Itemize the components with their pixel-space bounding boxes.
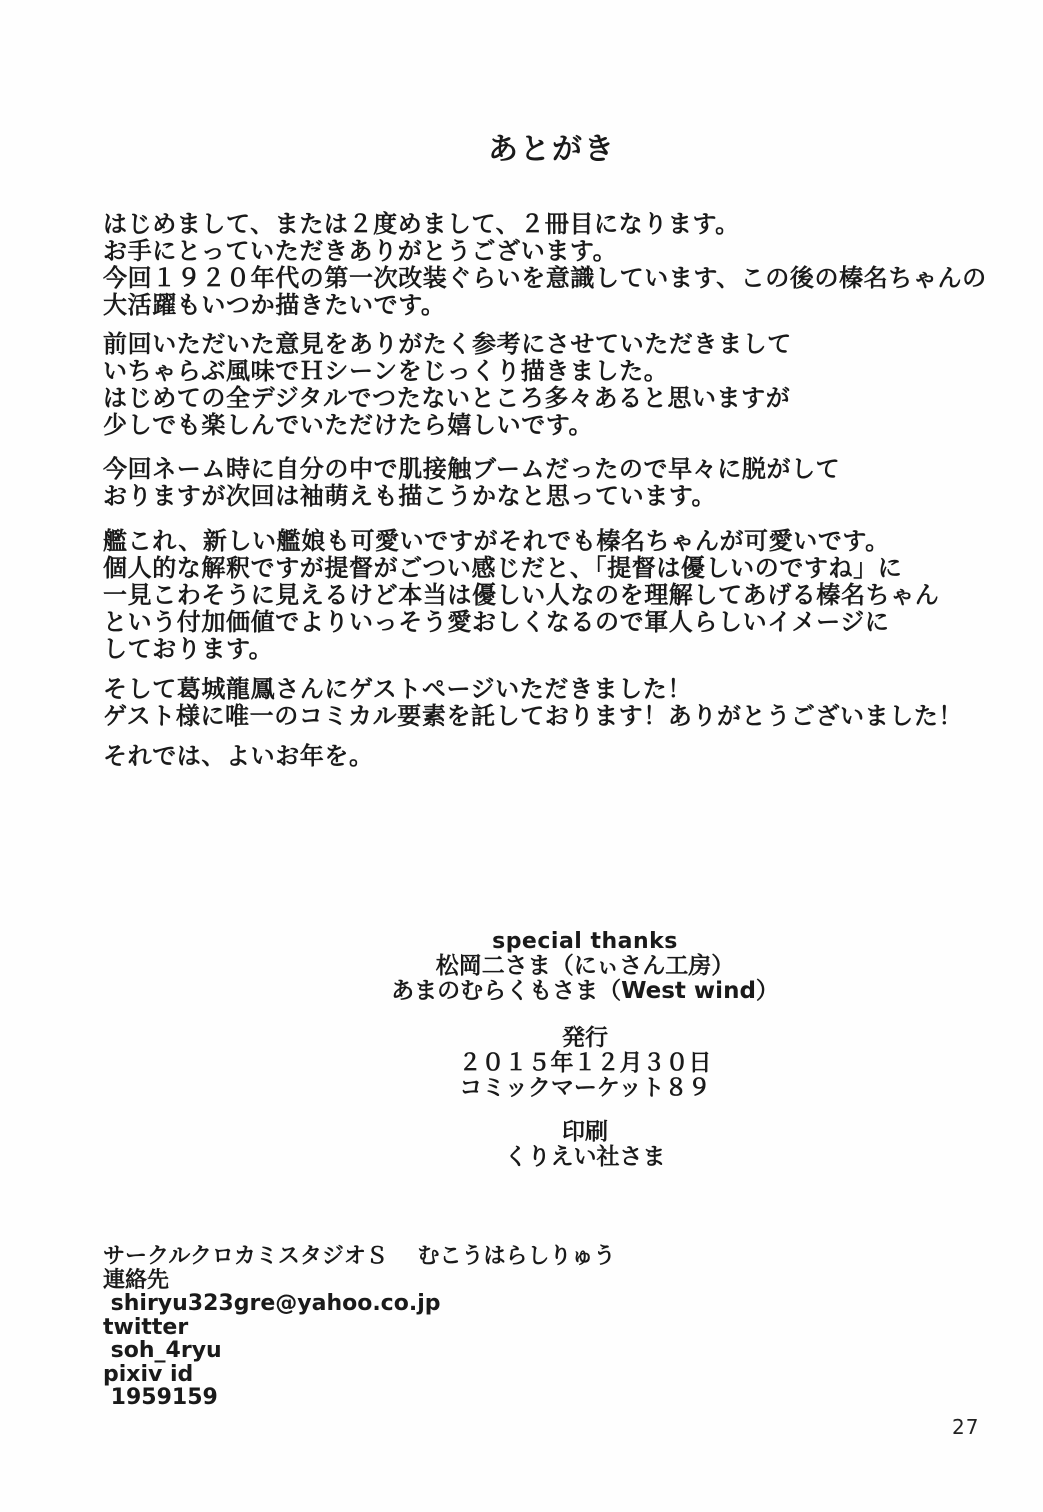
- afterword-paragraph-next-plans: [103, 456, 840, 510]
- text-line: 1959159: [103, 1385, 218, 1410]
- text-line: 松岡二さま（にぃさん工房）: [435, 953, 735, 979]
- text-line: サークルクロカミスタジオＳ むこうはらしりゅう: [103, 1244, 616, 1269]
- text-line: 今回１９２０年代の第一次改装ぐらいを意識しています、この後の榛名ちゃんの: [103, 264, 987, 292]
- text-line: pixiv id: [103, 1361, 194, 1387]
- text-line: はじめての全デジタルでつたないところ多々あると思いますが: [103, 384, 791, 412]
- publication-heading: 発行: [562, 1025, 608, 1051]
- text-line: 艦これ、新しい艦娘も可愛いですがそれでも榛名ちゃんが可愛いです。: [103, 527, 890, 555]
- text-line: ２０１５年１２月３０日: [458, 1050, 712, 1076]
- text-line: はじめまして、または２度めまして、２冊目になります。: [103, 210, 740, 238]
- text-line: 個人的な解釈ですが提督がごつい感じだと、「提督は優しいのですね」に: [103, 554, 903, 582]
- afterword-paragraph-character-notes: [103, 528, 939, 663]
- text-line: twitter: [103, 1314, 189, 1340]
- text-line: あまのむらくもさま（West wind）: [391, 978, 779, 1004]
- text-line: しております。: [103, 635, 274, 663]
- text-line: soh_4ryu: [103, 1338, 222, 1363]
- afterword-paragraph-feedback: [103, 331, 792, 439]
- afterword-paragraph-closing: [103, 743, 374, 770]
- publication-section: [459, 1026, 712, 1101]
- text-line: 一見こわそうに見えるけど本当は優しい人なのを理解してあげる榛名ちゃん: [103, 581, 940, 609]
- text-line: お手にとっていただきありがとうございます。: [103, 237, 618, 265]
- text-line: 今回ネーム時に自分の中で肌接触ブームだったので早々に脱がして: [103, 455, 841, 483]
- text-line: おりますが次回は袖萌えも描こうかなと思っています。: [103, 482, 717, 510]
- contact-section: [103, 1245, 616, 1410]
- page-title: あとがき: [488, 132, 616, 167]
- text-line: 前回いただいた意見をありがたく参考にさせていただきまして: [103, 330, 792, 358]
- text-line: それでは、よいお年を。: [103, 742, 374, 770]
- text-line: いちゃらぶ風味でＨシーンをじっくり描きました。: [103, 357, 669, 385]
- text-line: ゲスト様に唯一のコミカル要素を託しております！ありがとうございました！: [103, 702, 964, 730]
- printing-details: [505, 1145, 666, 1170]
- afterword-paragraph-greeting: [103, 211, 987, 319]
- text-line: 連絡先: [103, 1267, 170, 1293]
- afterword-paragraph-guest-thanks: [103, 676, 963, 730]
- text-line: 少しでも楽しんでいただけたら嬉しいです。: [103, 411, 594, 439]
- page-number: 27: [952, 1415, 980, 1439]
- text-line: そして葛城龍鳳さんにゲストページいただきました！: [103, 675, 692, 703]
- special-thanks-list: [391, 954, 779, 1004]
- printing-heading: 印刷: [562, 1119, 608, 1145]
- printing-section: [505, 1120, 666, 1170]
- special-thanks-section: [391, 929, 779, 1004]
- special-thanks-heading: special thanks: [492, 929, 678, 954]
- text-line: という付加価値でよりいっそう愛おしくなるので軍人らしいイメージに: [103, 608, 890, 636]
- text-line: コミックマーケット８９: [459, 1075, 711, 1101]
- text-line: shiryu323gre@yahoo.co.jp: [103, 1291, 441, 1316]
- text-line: 大活躍もいつか描きたいです。: [103, 291, 446, 319]
- text-line: くりえい社さま: [504, 1144, 666, 1170]
- publication-details: [459, 1051, 712, 1101]
